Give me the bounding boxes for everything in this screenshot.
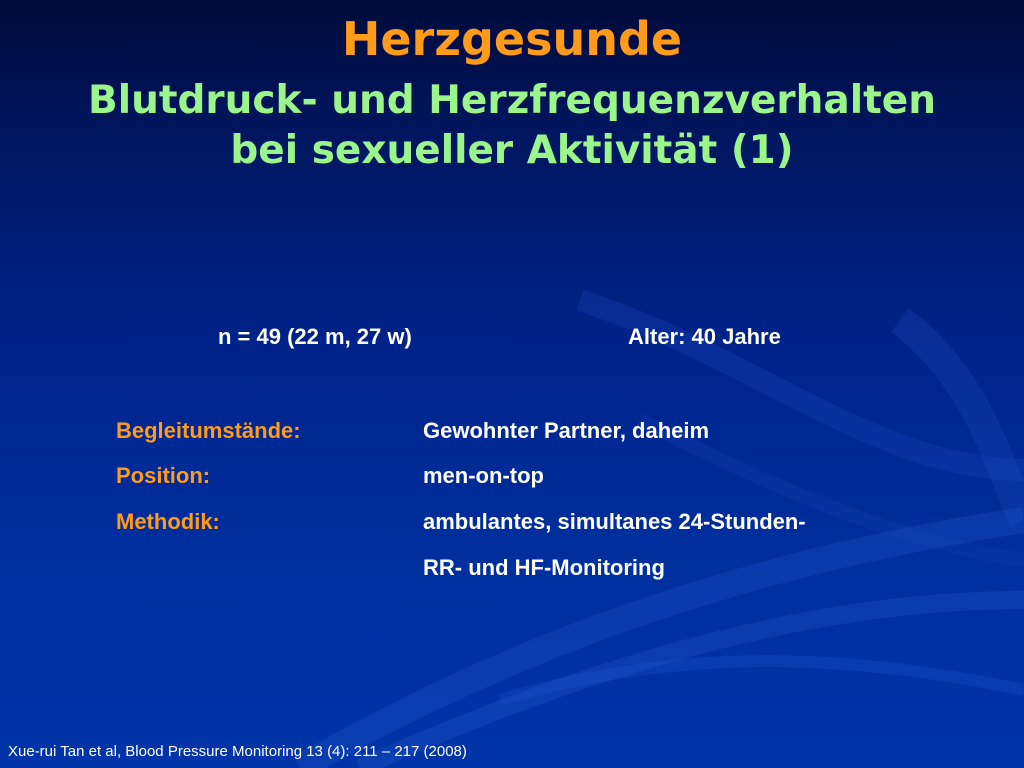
subtitle-line-1: Blutdruck- und Herzfrequenzverhalten xyxy=(88,78,936,123)
row-value-position: men-on-top xyxy=(423,463,544,488)
citation: Xue-rui Tan et al, Blood Pressure Monitoring 13 (4): 211 – 217 (2008) xyxy=(8,743,467,760)
row-label-method: Methodik: xyxy=(116,509,220,534)
subtitle-line-2: bei sexueller Aktivität (1) xyxy=(230,128,794,173)
row-value-method: ambulantes, simultanes 24-Stunden- xyxy=(423,509,806,534)
sample-size: n = 49 (22 m, 27 w) xyxy=(218,324,412,349)
slide-subtitle xyxy=(0,76,1024,176)
row-value-method-continued: RR- und HF-Monitoring xyxy=(423,555,665,580)
row-label-position: Position: xyxy=(116,463,211,488)
age-info: Alter: 40 Jahre xyxy=(628,324,781,349)
row-value-circumstances: Gewohnter Partner, daheim xyxy=(423,418,710,443)
slide-title: Herzgesunde xyxy=(341,12,683,66)
row-label-circumstances: Begleitumstände: xyxy=(116,418,301,443)
